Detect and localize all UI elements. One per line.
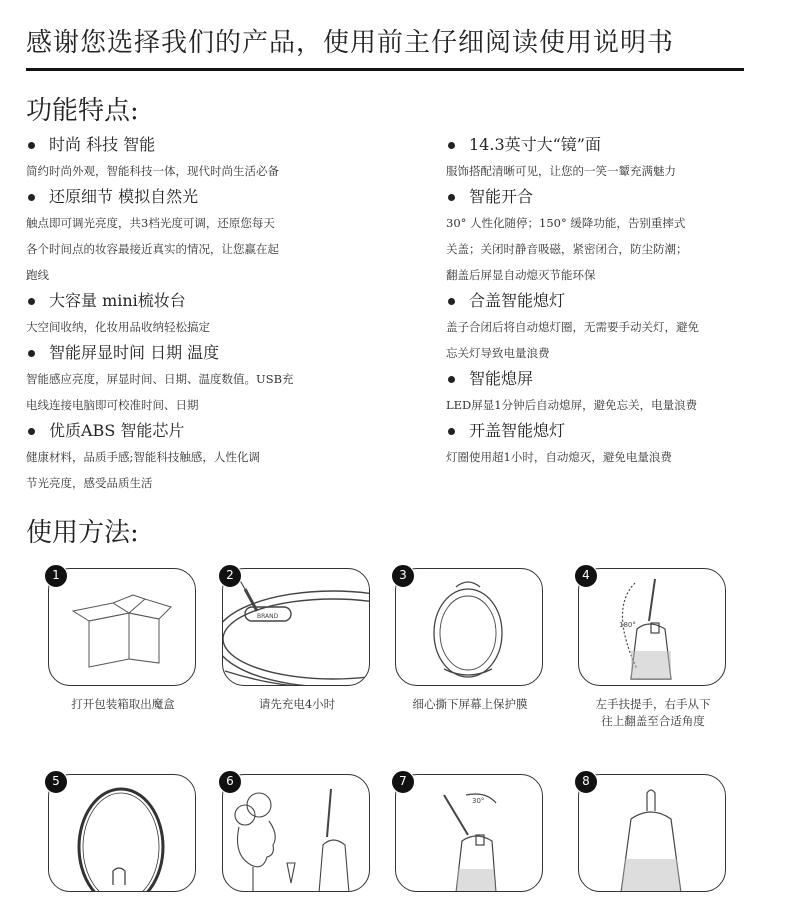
step-number: 6 <box>218 770 242 794</box>
feature-title-text: 智能开合 <box>469 187 534 206</box>
step-caption: 左手扶提手，右手从下 往上翻盖至合适角度 <box>595 697 711 728</box>
open-lid-icon <box>579 569 726 686</box>
title-divider <box>26 68 744 71</box>
feature-description: 翻盖后屏显自动熄灭节能环保 <box>446 268 596 282</box>
feature-description: 灯圈使用超1小时，自动熄灭，避免电量浪费 <box>446 450 672 464</box>
step-number: 2 <box>218 564 242 588</box>
feature-title-text: 还原细节 模拟自然光 <box>49 187 199 206</box>
step-card-6 <box>222 774 372 902</box>
feature-title <box>26 288 406 314</box>
features-left-column <box>26 132 406 496</box>
bullet-icon <box>448 428 455 435</box>
step-card-1 <box>48 568 198 713</box>
step-illustration <box>48 568 196 686</box>
feature-description: 健康材料，品质手感;智能科技触感，人性化调 <box>26 450 260 464</box>
feature-description: 节光亮度，感受品质生活 <box>26 476 153 490</box>
bullet-icon <box>448 142 455 149</box>
feature-description: 电线连接电脑即可校准时间、日期 <box>26 398 199 412</box>
bullet-icon <box>28 142 35 149</box>
angle-label: 30° <box>472 797 485 805</box>
feature-title-text: 智能熄屏 <box>469 369 534 388</box>
step-number: 3 <box>391 564 415 588</box>
feature-description: 30° 人性化随停；150° 缓降功能，告别重摔式 <box>446 216 686 230</box>
feature-title <box>446 184 766 210</box>
feature-title <box>26 418 406 444</box>
step-number: 7 <box>391 770 415 794</box>
feature-title <box>446 366 766 392</box>
step-number: 5 <box>44 770 68 794</box>
closed-case-icon <box>579 775 726 892</box>
step-card-2 <box>222 568 372 713</box>
bullet-icon <box>28 194 35 201</box>
feature-description: 大空间收纳，化妆用品收纳轻松搞定 <box>26 320 210 334</box>
feature-title-text: 14.3英寸大“镜”面 <box>469 135 601 154</box>
mirror-film-icon <box>396 569 543 686</box>
feature-description: 关盖；关闭时静音吸磁，紧密闭合，防尘防潮； <box>446 242 688 256</box>
step-caption: 请先充电4小时 <box>258 697 336 711</box>
feature-title-text: 大容量 mini梳妆台 <box>49 291 186 310</box>
feature-description: 跑线 <box>26 268 49 282</box>
step-illustration <box>395 568 543 686</box>
step-card-4 <box>578 568 728 730</box>
angle-label: 180° <box>619 621 636 629</box>
feature-description: 智能感应亮度，屏显时间、日期、温度数值。USB充 <box>26 372 294 386</box>
svg-text:BRAND: BRAND <box>257 613 279 620</box>
feature-description: LED屏显1分钟后自动熄屏，避免忘关，电量浪费 <box>446 398 698 412</box>
step-number: 4 <box>574 564 598 588</box>
bullet-icon <box>28 428 35 435</box>
feature-title <box>446 288 766 314</box>
step-illustration <box>395 774 543 892</box>
step-card-8 <box>578 774 728 902</box>
tilted-lid-icon <box>396 775 543 892</box>
step-caption: 打开包装箱取出魔盒 <box>71 697 175 711</box>
feature-title <box>26 340 406 366</box>
feature-description: 各个时间点的妆容最接近真实的情况，让您赢在起 <box>26 242 279 256</box>
feature-title <box>446 418 766 444</box>
step-number: 8 <box>574 770 598 794</box>
features-right-column <box>446 132 766 470</box>
feature-description: 简约时尚外观，智能科技一体，现代时尚生活必备 <box>26 164 279 178</box>
step-illustration <box>48 774 196 892</box>
page-title: 感谢您选择我们的产品，使用前主仔细阅读使用说明书 <box>26 28 675 58</box>
feature-title <box>446 132 766 158</box>
bullet-icon <box>448 298 455 305</box>
feature-description: 盖子合闭后将自动熄灯圈，无需要手动关灯，避免 <box>446 320 699 334</box>
step-illustration <box>222 774 370 892</box>
feature-title-text: 时尚 科技 智能 <box>49 135 156 154</box>
feature-title-text: 合盖智能熄灯 <box>469 291 566 310</box>
bullet-icon <box>448 194 455 201</box>
step-card-5 <box>48 774 198 902</box>
feature-description: 服饰搭配清晰可见，让您的一笑一颦充满魅力 <box>446 164 676 178</box>
feature-title-text: 开盖智能熄灯 <box>469 421 566 440</box>
charging-cable-icon <box>223 569 370 686</box>
feature-title <box>26 184 406 210</box>
bullet-icon <box>448 376 455 383</box>
step-illustration <box>222 568 370 686</box>
makeup-user-icon <box>223 775 370 892</box>
usage-heading: 使用方法: <box>26 518 139 548</box>
light-ring-icon <box>49 775 196 892</box>
bullet-icon <box>28 298 35 305</box>
step-card-3 <box>395 568 545 713</box>
bullet-icon <box>28 350 35 357</box>
step-illustration <box>578 568 726 686</box>
step-caption: 细心撕下屏幕上保护膜 <box>412 697 528 711</box>
features-heading: 功能特点: <box>26 96 139 126</box>
feature-title-text: 智能屏显时间 日期 温度 <box>49 343 220 362</box>
step-card-7 <box>395 774 545 902</box>
step-illustration <box>578 774 726 892</box>
feature-title <box>26 132 406 158</box>
feature-description: 忘关灯导致电量浪费 <box>446 346 550 360</box>
step-number: 1 <box>44 564 68 588</box>
feature-title-text: 优质ABS 智能芯片 <box>49 421 185 440</box>
box-open-icon <box>49 569 196 686</box>
feature-description: 触点即可调光亮度，共3档光度可调，还原您每天 <box>26 216 275 230</box>
